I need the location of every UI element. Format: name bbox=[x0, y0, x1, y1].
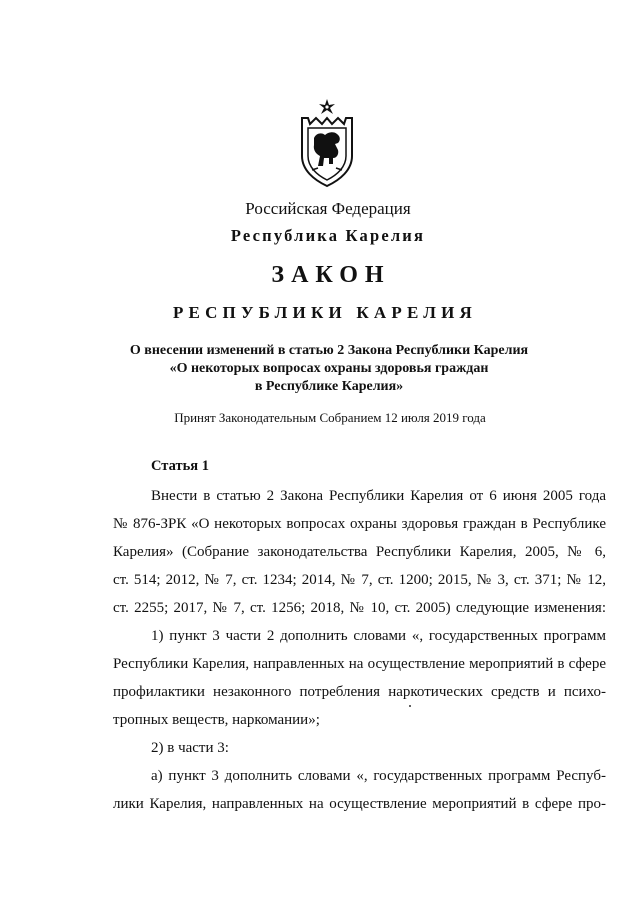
stray-mark bbox=[409, 705, 411, 707]
body-line: № 876-ЗРК «О некоторых вопросах охраны здоровья граждан в Республике bbox=[113, 516, 606, 532]
body-line: 1) пункт 3 части 2 дополнить словами «, государственных программ bbox=[151, 628, 606, 644]
law-title-line: «О некоторых вопросах охраны здоровья граждан bbox=[169, 361, 489, 376]
body-line: профилактики незаконного потребления наркотических средств и психо- bbox=[113, 684, 606, 700]
body-line: ст. 514; 2012, № 7, ст. 1234; 2014, № 7, ст. 1200; 2015, № 3, ст. 371; № 12, bbox=[113, 572, 606, 588]
law-of-heading: РЕСПУБЛИКИ КАРЕЛИЯ bbox=[172, 303, 478, 322]
karelia-coat-of-arms-icon bbox=[296, 98, 358, 188]
law-title-line: в Республике Карелия» bbox=[254, 379, 404, 394]
law-title bbox=[0, 342, 640, 396]
republic-name: Республика Карелия bbox=[230, 226, 426, 245]
article-body bbox=[113, 482, 606, 818]
country-name: Российская Федерация bbox=[245, 199, 411, 218]
body-line: лики Карелия, направленных на осуществление мероприятий в сфере про- bbox=[113, 796, 606, 812]
body-line: а) пункт 3 дополнить словами «, государственных программ Респуб- bbox=[151, 768, 606, 784]
law-heading: ЗАКОН bbox=[271, 262, 391, 288]
law-title-line: О внесении изменений в статью 2 Закона Республики Карелия bbox=[129, 343, 529, 358]
body-line: ст. 2255; 2017, № 7, ст. 1256; 2018, № 10, ст. 2005) следующие изменения: bbox=[113, 600, 606, 616]
body-line: 2) в части 3: bbox=[151, 740, 229, 756]
body-line: Карелия» (Собрание законодательства Республики Карелия, 2005, № 6, bbox=[113, 544, 606, 560]
body-line: тропных веществ, наркомании»; bbox=[113, 712, 320, 728]
body-line: Внести в статью 2 Закона Республики Карелия от 6 июня 2005 года bbox=[151, 488, 606, 504]
adoption-note: Принят Законодательным Собранием 12 июля 2019 года bbox=[174, 410, 486, 425]
article-heading: Статья 1 bbox=[151, 458, 209, 474]
body-line: Республики Карелия, направленных на осуществление мероприятий в сфере bbox=[113, 656, 606, 672]
